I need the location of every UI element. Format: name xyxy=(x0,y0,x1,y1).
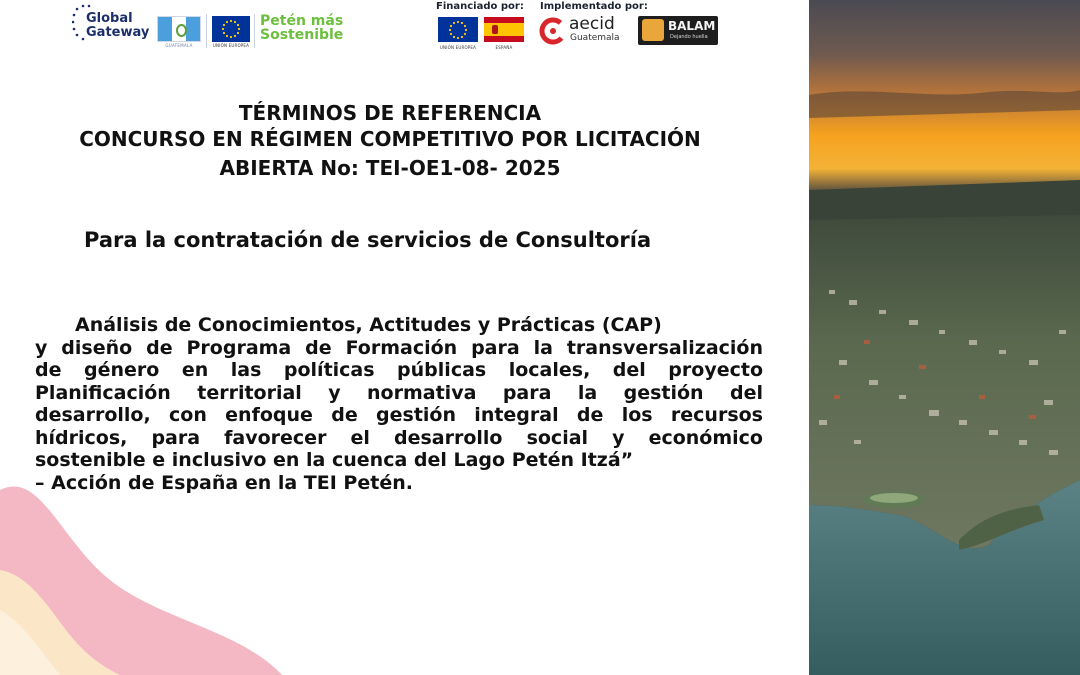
peten-line2: Sostenible xyxy=(260,27,344,43)
description-line: – Acción de España en la TEI Petén. xyxy=(35,472,413,494)
global-gateway-line1: Global xyxy=(86,11,133,26)
decorative-wave xyxy=(0,460,300,675)
financed-by-label: Financiado por: xyxy=(436,1,524,12)
balam-name: BALAM xyxy=(668,19,716,33)
description-line: hídricos, para favorecer el desarrollo social y económico xyxy=(35,427,763,449)
balam-logo xyxy=(638,16,718,45)
logo-divider xyxy=(206,14,207,48)
description-line: de género en las políticas públicas locales, del proyecto xyxy=(35,359,763,381)
aecid-subtitle: Guatemala xyxy=(570,33,620,43)
description-line: desarrollo, con enfoque de gestión integral de los recursos xyxy=(35,404,763,426)
jaguar-icon xyxy=(642,19,664,41)
title-line-2: CONCURSO EN RÉGIMEN COMPETITIVO POR LICITACIÓN xyxy=(79,127,701,151)
subtitle: Para la contratación de servicios de Consultoría xyxy=(84,228,652,252)
global-gateway-line2: Gateway xyxy=(86,25,150,40)
spain-caption: ESPAÑA xyxy=(495,45,513,50)
description-line: Planificación territorial y normativa para la gestión del xyxy=(35,382,763,404)
description-line: y diseño de Programa de Formación para la transversalización xyxy=(35,337,763,359)
description-line: Análisis de Conocimientos, Actitudes y Prácticas (CAP) xyxy=(75,314,662,336)
hero-photo xyxy=(809,0,1080,675)
guatemala-caption: GUATEMALA xyxy=(165,43,193,48)
aecid-name: aecid xyxy=(569,14,615,34)
eu-caption: UNIÓN EUROPEA xyxy=(212,43,250,48)
implemented-by-label: Implementado por: xyxy=(540,1,648,12)
title-line-3: ABIERTA No: TEI-OE1-08- 2025 xyxy=(219,156,561,180)
eu-caption: UNIÓN EUROPEA xyxy=(439,45,477,50)
global-gateway-logo xyxy=(72,4,152,46)
title-line-1: TÉRMINOS DE REFERENCIA xyxy=(238,101,542,125)
aecid-logo-icon xyxy=(539,17,567,45)
description-line: sostenible e inclusivo en la cuenca del Lago Petén Itzá” xyxy=(35,449,634,471)
balam-tagline: Dejando huella xyxy=(670,34,708,40)
guatemala-flag-icon xyxy=(157,16,201,42)
logo-divider xyxy=(254,14,255,48)
peten-line1: Petén más xyxy=(260,13,344,29)
eu-flag-icon xyxy=(212,16,250,42)
peten-mas-sostenible-logo xyxy=(260,14,343,42)
spain-flag-icon xyxy=(484,17,524,42)
eu-flag-icon xyxy=(438,17,478,42)
